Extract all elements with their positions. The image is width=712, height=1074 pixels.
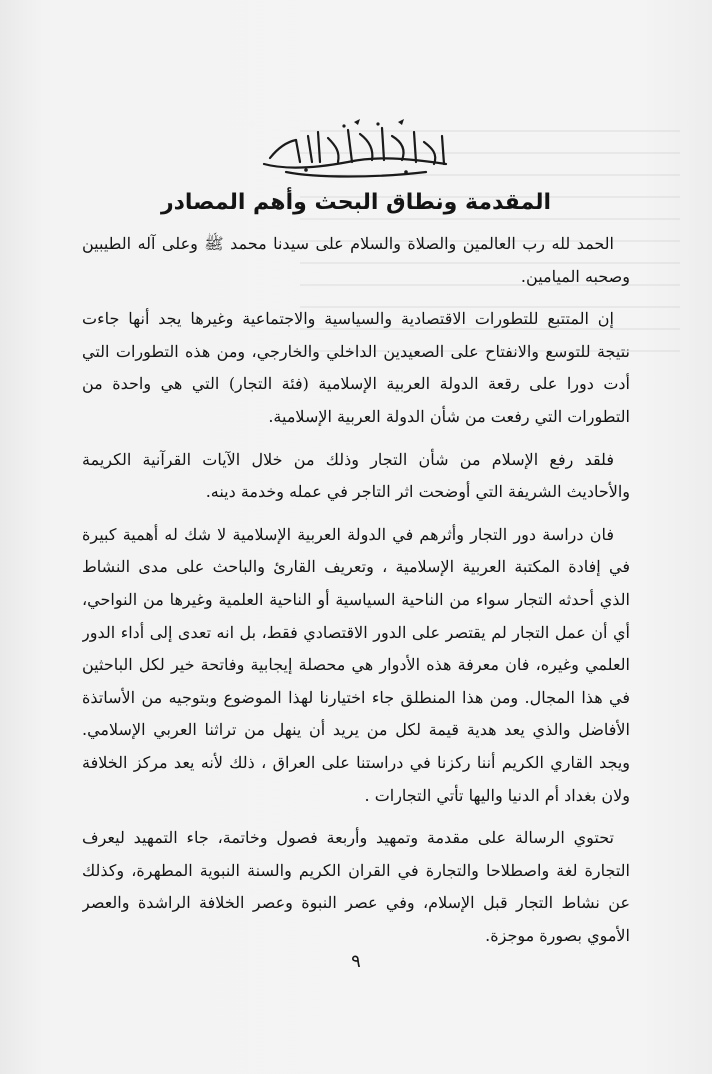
- body-text: [82, 228, 630, 948]
- paragraph-opening: الحمد لله رب العالمين والصلاة والسلام على سيدنا محمد ﷺ وعلى آله الطيبين وصحبه الميامين.: [82, 234, 630, 286]
- paragraph-study-importance: فان دراسة دور التجار وأثرهم في الدولة العربية الإسلامية لا شك له أهمية كبيرة في إفادة المكتبة العربية الإسلامية ، وتعريف القارئ والباحث على مدى النشاط الذي أحدثه التجار سواء من الناحية السياسية أو الناحية العلمية وغيرها من النواحي، أي أن عمل التجار لم يقتصر على الدور الاقتصادي فقط، بل انه تعدى إلى أداء الدور العلمي وغيره، فان معرفة هذه الأدوار هي محصلة إيجابية وفاتحة خير لكل الباحثين في هذا المجال. ومن هذا المنطلق جاء اختيارنا لهذا الموضوع وبتوجيه من الأساتذة الأفاضل والذي يعد هدية قيمة لكل من يريد أن ينهل من تراثنا العربي الإسلامي. ويجد القاري الكريم أننا ركزنا في دراستنا على العراق ، ذلك لأنه يعد مركز الخلافة ولان بغداد أم الدنيا واليها تأتي التجارات .: [82, 524, 630, 805]
- paragraph-developments: إن المتتبع للتطورات الاقتصادية والسياسية والاجتماعية وغيرها يجد أنها جاءت نتيجة للتوسع والانفتاح على الصعيدين الداخلي والخارجي، ومن هذه التطورات التي أدت دورا على رقعة الدولة العربية الإسلامية (فئة التجار) التي هي واحدة من التطورات التي رفعت من شأن الدولة العربية الإسلامية.: [82, 309, 630, 426]
- paragraph-islam-merchants: فلقد رفع الإسلام من شأن التجار وذلك من خلال الآيات القرآنية الكريمة والأحاديث الشريفة التي أوضحت اثر التاجر في عمله وخدمة دينه.: [82, 449, 630, 502]
- basmala-calligraphy-icon: [256, 118, 456, 180]
- basmala-calligraphy: [256, 118, 456, 180]
- page-number: ٩: [351, 951, 361, 972]
- page-title: المقدمة ونطاق البحث وأهم المصادر: [160, 190, 552, 215]
- paragraph-thesis-structure: تحتوي الرسالة على مقدمة وتمهيد وأربعة فصول وخاتمة، جاء التمهيد ليعرف التجارة لغة واصطلاحا والتجارة في القران الكريم والسنة النبوية المطهرة، وكذلك عن نشاط التجار قبل الإسلام، وفي عصر النبوة وعصر الخلافة الراشدة والعصر الأموي بصورة موجزة.: [82, 828, 630, 945]
